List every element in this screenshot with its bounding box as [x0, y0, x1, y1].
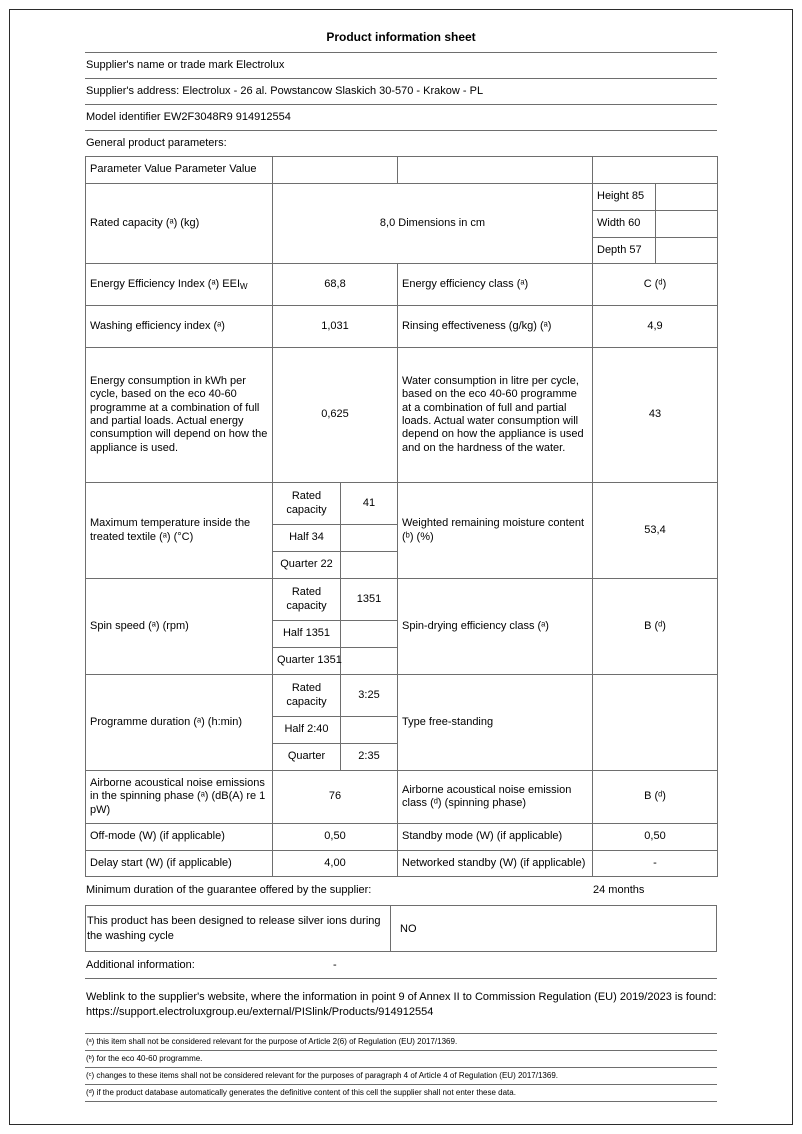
water-consumption-label: Water consumption in litre per cycle, based on the eco 40-60 programme at a combination of full and partial loads. Actual water consumption will depend on how the appliance is used and on the hardness of the water.	[398, 348, 593, 483]
eei-subscript: W	[240, 281, 248, 291]
empty-cell	[273, 157, 398, 184]
standby-label: Standby mode (W) (if applicable)	[398, 824, 593, 851]
empty-cell	[341, 621, 398, 648]
max-temp-quarter-cell: Quarter 22	[273, 552, 341, 579]
delay-start-label: Delay start (W) (if applicable)	[86, 851, 273, 877]
guarantee-row	[85, 877, 717, 905]
standby-value: 0,50	[593, 824, 718, 851]
rated-capacity-row	[86, 184, 718, 211]
footnote-a: (ᵃ) this item shall not be considered relevant for the purpose of Article 2(6) of Regulation (EU) 2017/1369.	[85, 1034, 717, 1051]
spin-speed-label: Spin speed (ᵃ) (rpm)	[86, 579, 273, 675]
washing-efficiency-label: Washing efficiency index (ᵃ)	[86, 306, 273, 348]
energy-class-label: Energy efficiency class (ᵃ)	[398, 264, 593, 306]
spin-rated-value: 1351	[341, 579, 398, 621]
weblink-text: Weblink to the supplier's website, where the information in point 9 of Annex II to Commission Regulation (EU) 2019/2023 is found:	[86, 991, 717, 1003]
off-mode-value: 0,50	[273, 824, 398, 851]
max-temp-rated-label: Rated capacity	[273, 483, 341, 525]
duration-quarter-cell: Quarter	[273, 744, 341, 771]
supplier-address-row: Supplier's address: Electrolux - 26 al. Powstancow Slaskich 30-570 - Krakow - PL	[85, 78, 717, 104]
type-label: Type free-standing	[398, 675, 593, 771]
footnotes	[85, 1033, 717, 1102]
water-consumption-value: 43	[593, 348, 718, 483]
parameters-table	[85, 156, 718, 877]
spin-drying-class-label: Spin-drying efficiency class (ᵃ)	[398, 579, 593, 675]
moisture-content-value: 53,4	[593, 483, 718, 579]
delay-start-row	[86, 851, 718, 877]
spin-rated-label: Rated capacity	[273, 579, 341, 621]
energy-class-value: C (ᵈ)	[593, 264, 718, 306]
document-content	[85, 30, 717, 1102]
eei-label-text: Energy Efficiency Index (ᵃ) EEI	[90, 277, 241, 290]
programme-duration-row	[86, 675, 718, 717]
moisture-content-label: Weighted remaining moisture content (ᵇ) (%)	[398, 483, 593, 579]
duration-quarter-value: 2:35	[341, 744, 398, 771]
empty-cell	[656, 184, 718, 211]
table-header-row	[86, 157, 718, 184]
silver-ions-row	[85, 905, 717, 952]
spin-speed-row	[86, 579, 718, 621]
additional-info-row	[85, 952, 717, 979]
spin-half-cell: Half 1351	[273, 621, 341, 648]
table-header-cell: Parameter Value Parameter Value	[86, 157, 273, 184]
max-temp-half-cell: Half 34	[273, 525, 341, 552]
networked-standby-value: -	[593, 851, 718, 877]
empty-cell	[656, 211, 718, 238]
empty-cell	[341, 717, 398, 744]
networked-standby-label: Networked standby (W) (if applicable)	[398, 851, 593, 877]
duration-half-cell: Half 2:40	[273, 717, 341, 744]
dimension-height-cell: Height 85	[593, 184, 656, 211]
empty-cell	[398, 157, 593, 184]
empty-cell	[341, 648, 398, 675]
empty-cell	[341, 525, 398, 552]
max-temperature-label: Maximum temperature inside the treated textile (ᵃ) (°C)	[86, 483, 273, 579]
duration-rated-label: Rated capacity	[273, 675, 341, 717]
off-mode-label: Off-mode (W) (if applicable)	[86, 824, 273, 851]
additional-info-label: Additional information:	[86, 959, 195, 971]
programme-duration-label: Programme duration (ᵃ) (h:min)	[86, 675, 273, 771]
washing-efficiency-row	[86, 306, 718, 348]
eei-label	[86, 264, 273, 306]
eei-row	[86, 264, 718, 306]
noise-row	[86, 771, 718, 824]
eei-value: 68,8	[273, 264, 398, 306]
energy-consumption-value: 0,625	[273, 348, 398, 483]
empty-cell	[593, 157, 718, 184]
footnote-d: (ᵈ) if the product database automatically generates the definitive content of this cell the supplier shall not enter these data.	[85, 1085, 717, 1102]
empty-cell	[341, 552, 398, 579]
noise-class-value: B (ᵈ)	[593, 771, 718, 824]
max-temperature-row	[86, 483, 718, 525]
footnote-b: (ᵇ) for the eco 40-60 programme.	[85, 1051, 717, 1068]
noise-class-label: Airborne acoustical noise emission class (ᵈ) (spinning phase)	[398, 771, 593, 824]
guarantee-value: 24 months	[593, 884, 645, 896]
rinsing-effectiveness-label: Rinsing effectiveness (g/kg) (ᵃ)	[398, 306, 593, 348]
noise-emissions-label: Airborne acoustical noise emissions in the spinning phase (ᵃ) (dB(A) re 1 pW)	[86, 771, 273, 824]
noise-emissions-value: 76	[273, 771, 398, 824]
supplier-weblink[interactable]: https://support.electroluxgroup.eu/external/PISlink/Products/914912554	[86, 1005, 434, 1018]
rated-capacity-label: Rated capacity (ᵃ) (kg)	[86, 184, 273, 264]
section-heading: General product parameters:	[85, 130, 717, 156]
dimension-width-cell: Width 60	[593, 211, 656, 238]
rated-capacity-value: 8,0 Dimensions in cm	[273, 184, 593, 264]
additional-info-value: -	[333, 959, 337, 971]
supplier-name-row: Supplier's name or trade mark Electrolux	[85, 52, 717, 78]
guarantee-label: Minimum duration of the guarantee offered by the supplier:	[86, 884, 372, 896]
duration-rated-value: 3:25	[341, 675, 398, 717]
weblink-paragraph	[85, 990, 717, 1020]
empty-cell	[656, 238, 718, 264]
dimension-depth-cell: Depth 57	[593, 238, 656, 264]
spin-drying-class-value: B (ᵈ)	[593, 579, 718, 675]
model-identifier-row: Model identifier EW2F3048R9 914912554	[85, 104, 717, 130]
off-mode-row	[86, 824, 718, 851]
max-temp-rated-value: 41	[341, 483, 398, 525]
delay-start-value: 4,00	[273, 851, 398, 877]
silver-ions-label: This product has been designed to release silver ions during the washing cycle	[86, 906, 391, 951]
energy-consumption-label: Energy consumption in kWh per cycle, based on the eco 40-60 programme at a combination of full and partial loads. Actual energy consumption will depend on how the appliance is used.	[86, 348, 273, 483]
type-value	[593, 675, 718, 771]
spin-quarter-cell: Quarter 1351	[273, 648, 341, 675]
footnote-c: (ᶜ) changes to these items shall not be considered relevant for the purposes of paragraph 4 of Article 4 of Regulation (EU) 2017/1369.	[85, 1068, 717, 1085]
rinsing-effectiveness-value: 4,9	[593, 306, 718, 348]
page-title: Product information sheet	[326, 30, 476, 44]
consumption-row	[86, 348, 718, 483]
silver-ions-value: NO	[400, 922, 417, 935]
washing-efficiency-value: 1,031	[273, 306, 398, 348]
